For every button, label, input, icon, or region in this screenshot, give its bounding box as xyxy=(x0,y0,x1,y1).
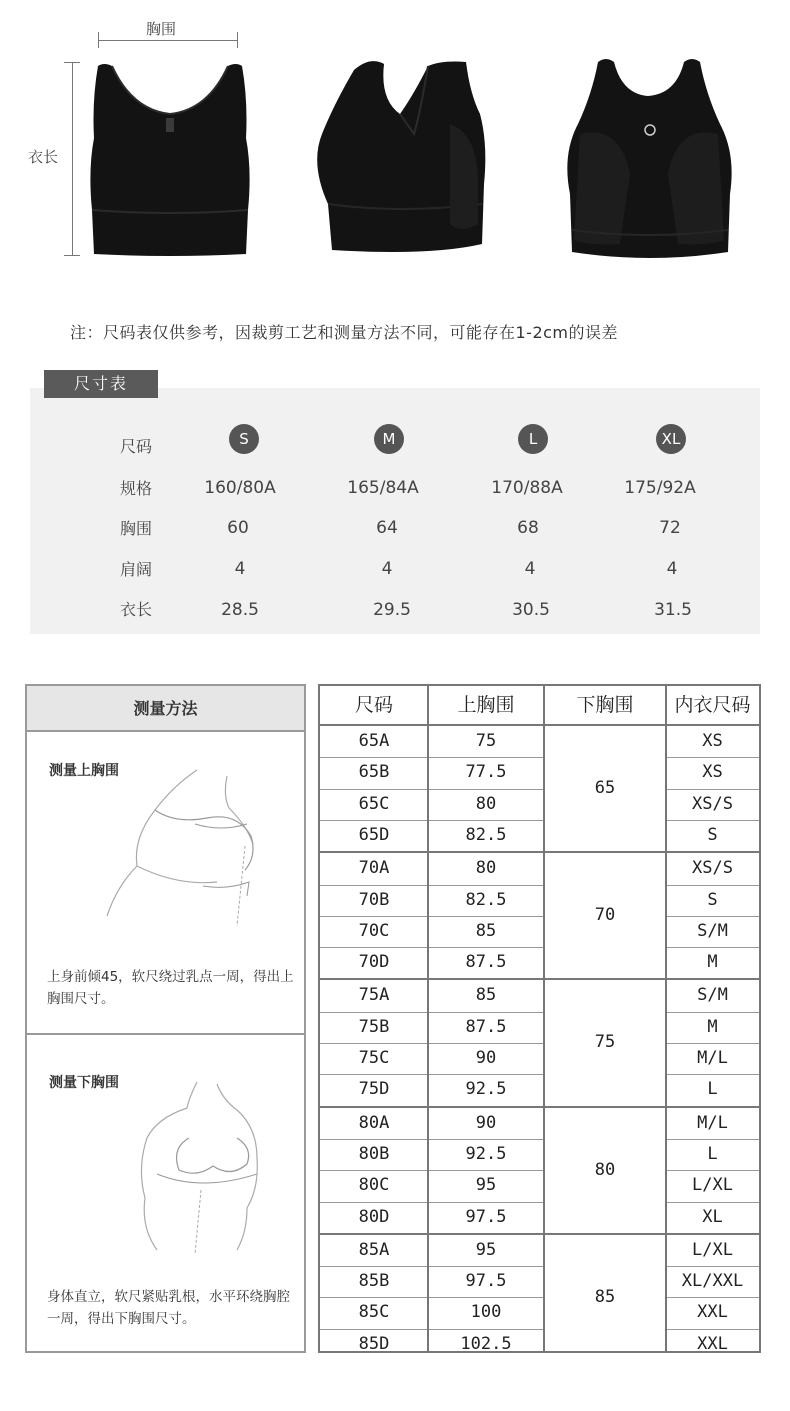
table-cell-upper-bust: 92.5 xyxy=(465,1143,507,1164)
bust-s: 60 xyxy=(227,518,249,538)
table-cell-code: 85D xyxy=(358,1333,390,1354)
table-cell-bra-size: M xyxy=(707,952,718,973)
table-cell-under-bust: 75 xyxy=(594,1032,616,1053)
table-cell-under-bust: 80 xyxy=(594,1159,616,1180)
table-cell-code: 75C xyxy=(358,1048,390,1068)
table-cell-bra-size: XXL xyxy=(697,1302,728,1323)
shoulder-m: 4 xyxy=(381,559,393,579)
table-cell-code: 80A xyxy=(358,1112,390,1133)
table-cell-bra-size: XS xyxy=(702,762,723,783)
row-label-spec: 规格 xyxy=(120,479,153,498)
size-chart-tab-title: 尺寸表 xyxy=(44,370,158,398)
table-cell-bra-size: XS xyxy=(702,731,723,751)
table-cell-upper-bust: 95 xyxy=(475,1239,497,1260)
column-divider xyxy=(543,686,545,1351)
sports-bra-side-image xyxy=(310,54,494,258)
length-dimension-line xyxy=(72,62,73,256)
lower-bust-title: 测量下胸围 xyxy=(49,1075,119,1091)
spec-xl: 175/92A xyxy=(624,478,696,498)
table-cell-upper-bust: 80 xyxy=(475,858,497,879)
lower-bust-illustration xyxy=(97,1078,297,1254)
column-divider xyxy=(665,686,667,1351)
size-badge-m: M xyxy=(374,424,404,454)
sports-bra-front-image xyxy=(82,60,258,260)
table-cell-code: 65D xyxy=(358,824,390,845)
table-cell-bra-size: M/L xyxy=(697,1112,728,1133)
table-cell-bra-size: S/M xyxy=(697,985,728,1006)
table-cell-upper-bust: 92.5 xyxy=(465,1079,507,1100)
size-badge-s: S xyxy=(229,424,259,454)
table-cell-code: 85B xyxy=(358,1271,390,1292)
table-cell-bra-size: L xyxy=(707,1079,718,1100)
shoulder-xl: 4 xyxy=(666,559,678,579)
table-cell-upper-bust: 90 xyxy=(475,1112,497,1133)
table-cell-code: 80B xyxy=(358,1143,390,1164)
table-cell-upper-bust: 80 xyxy=(475,793,497,814)
table-cell-bra-size: XS/S xyxy=(692,858,733,879)
table-cell-upper-bust: 85 xyxy=(475,920,497,941)
column-divider xyxy=(427,686,429,1351)
table-cell-under-bust: 85 xyxy=(594,1286,616,1307)
size-badge-xl: XL xyxy=(656,424,686,454)
table-cell-bra-size: S/M xyxy=(697,920,728,941)
upper-bust-title: 测量上胸围 xyxy=(49,763,119,779)
table-cell-code: 65C xyxy=(358,793,390,814)
table-cell-code: 70D xyxy=(358,952,390,973)
table-cell-code: 80D xyxy=(358,1206,390,1227)
spec-l: 170/88A xyxy=(491,478,563,498)
table-cell-code: 65B xyxy=(358,762,390,783)
table-cell-upper-bust: 102.5 xyxy=(460,1333,512,1354)
table-cell-code: 75D xyxy=(358,1079,390,1100)
table-cell-under-bust: 70 xyxy=(594,905,616,926)
table-cell-bra-size: L/XL xyxy=(692,1175,733,1196)
upper-bust-illustration xyxy=(77,766,277,942)
method-divider xyxy=(27,1033,304,1035)
table-cell-code: 65A xyxy=(358,731,390,751)
length-dimension-label: 衣长 xyxy=(28,148,59,166)
table-cell-bra-size: XL xyxy=(702,1206,723,1227)
table-cell-bra-size: XL/XXL xyxy=(681,1271,744,1292)
row-label-bust: 胸围 xyxy=(120,519,153,538)
table-cell-bra-size: M xyxy=(707,1016,718,1037)
table-cell-bra-size: S xyxy=(707,889,718,910)
table-cell-code: 75B xyxy=(358,1016,390,1037)
bust-m: 64 xyxy=(376,518,398,538)
product-images xyxy=(0,0,790,290)
table-cell-bra-size: M/L xyxy=(697,1048,728,1068)
bust-l: 68 xyxy=(517,518,539,538)
size-disclaimer-note: 注：尺码表仅供参考，因裁剪工艺和测量方法不同，可能存在1-2cm的误差 xyxy=(70,323,619,342)
table-cell-code: 80C xyxy=(358,1175,390,1196)
measurement-method-box xyxy=(25,684,306,1353)
table-cell-upper-bust: 87.5 xyxy=(465,1016,507,1037)
width-dimension-label: 胸围 xyxy=(146,20,177,38)
method-title: 测量方法 xyxy=(27,686,304,732)
table-cell-code: 85A xyxy=(358,1239,390,1260)
shoulder-l: 4 xyxy=(524,559,536,579)
sports-bra-back-image xyxy=(560,54,738,260)
table-cell-bra-size: L/XL xyxy=(692,1239,733,1260)
size-badge-l: L xyxy=(518,424,548,454)
table-cell-upper-bust: 97.5 xyxy=(465,1206,507,1227)
table-cell-upper-bust: 90 xyxy=(475,1048,497,1068)
table-cell-bra-size: L xyxy=(707,1143,718,1164)
spec-m: 165/84A xyxy=(347,478,419,498)
table-header: 内衣尺码 xyxy=(674,694,751,716)
table-cell-upper-bust: 87.5 xyxy=(465,952,507,973)
row-label-shoulder: 肩阔 xyxy=(120,560,153,579)
table-cell-code: 70A xyxy=(358,858,390,879)
table-cell-bra-size: XS/S xyxy=(692,793,733,814)
length-xl: 31.5 xyxy=(654,600,692,620)
upper-bust-description: 上身前倾45，软尺绕过乳点一周，得出上胸围尺寸。 xyxy=(47,969,294,1007)
table-header: 下胸围 xyxy=(576,694,634,716)
size-chart-panel xyxy=(30,388,760,634)
table-cell-code: 70C xyxy=(358,920,390,941)
bra-size-table xyxy=(318,684,761,1353)
table-cell-upper-bust: 85 xyxy=(475,985,497,1006)
table-cell-bra-size: S xyxy=(707,824,718,845)
length-s: 28.5 xyxy=(221,600,259,620)
table-cell-upper-bust: 97.5 xyxy=(465,1271,507,1292)
table-cell-code: 85C xyxy=(358,1302,390,1323)
table-cell-upper-bust: 82.5 xyxy=(465,824,507,845)
table-cell-upper-bust: 77.5 xyxy=(465,762,507,783)
row-label-size: 尺码 xyxy=(120,437,153,456)
table-cell-code: 70B xyxy=(358,889,390,910)
length-l: 30.5 xyxy=(512,600,550,620)
table-cell-bra-size: XXL xyxy=(697,1333,728,1354)
lower-bust-description: 身体直立，软尺紧贴乳根，水平环绕胸腔一周，得出下胸围尺寸。 xyxy=(47,1289,290,1327)
bust-xl: 72 xyxy=(659,518,681,538)
length-m: 29.5 xyxy=(373,600,411,620)
table-cell-upper-bust: 100 xyxy=(470,1302,502,1323)
table-cell-upper-bust: 75 xyxy=(475,731,497,751)
table-cell-upper-bust: 95 xyxy=(475,1175,497,1196)
table-cell-under-bust: 65 xyxy=(594,778,616,798)
table-cell-code: 75A xyxy=(358,985,390,1006)
table-header: 尺码 xyxy=(354,694,393,716)
width-dimension-line xyxy=(98,40,238,41)
shoulder-s: 4 xyxy=(234,559,246,579)
spec-s: 160/80A xyxy=(204,478,276,498)
table-header: 上胸围 xyxy=(457,694,515,716)
table-cell-upper-bust: 82.5 xyxy=(465,889,507,910)
row-label-length: 衣长 xyxy=(120,600,153,619)
